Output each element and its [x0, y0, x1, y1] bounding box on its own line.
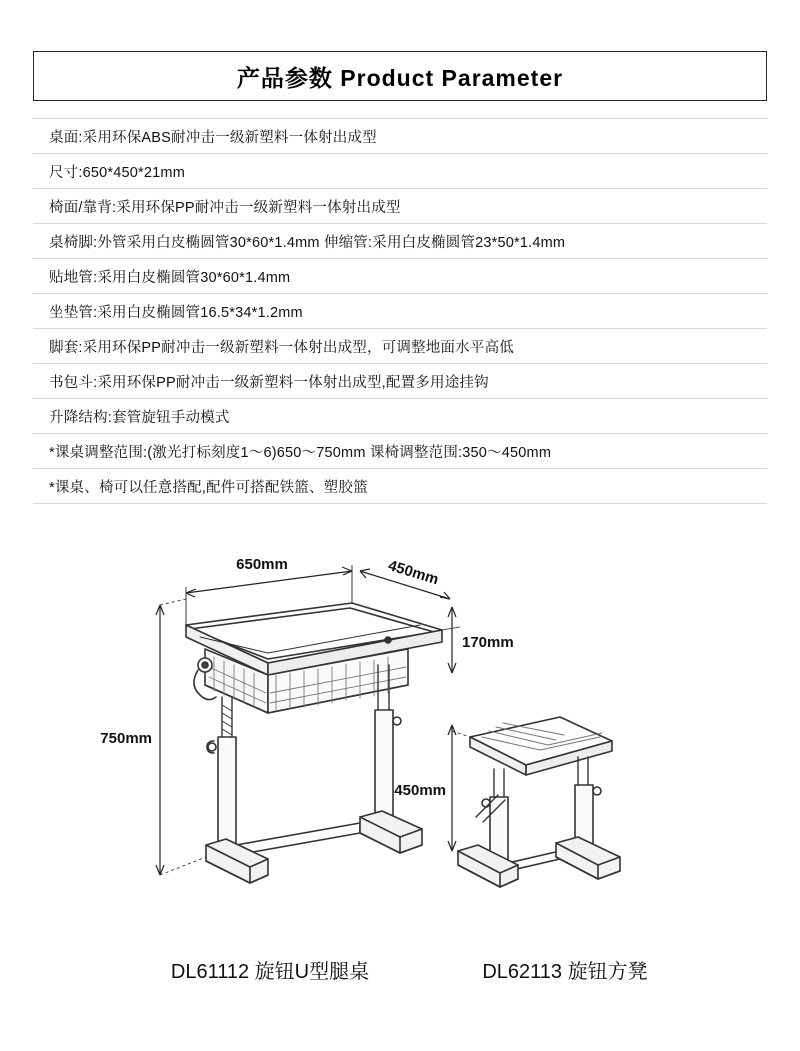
spec-text: 尺寸:650*450*21mm: [49, 164, 185, 181]
spec-text: 椅面/靠背:采用环保PP耐冲击一级新塑料一体射出成型: [49, 199, 401, 216]
dim-label-stool-offset: 170mm: [462, 634, 514, 651]
spec-text: 书包斗:采用环保PP耐冲击一级新塑料一体射出成型,配置多用途挂钩: [49, 374, 489, 391]
table-row: [33, 294, 767, 329]
spec-text: 桌椅脚:外管采用白皮椭圆管30*60*1.4mm 伸缩管:采用白皮椭圆管23*50*1.4mm: [49, 234, 566, 251]
spec-text: 坐垫管:采用白皮椭圆管16.5*34*1.2mm: [49, 304, 303, 321]
table-row: [33, 224, 767, 259]
spec-text: 贴地管:采用白皮椭圆管30*60*1.4mm: [49, 269, 291, 286]
product-line-drawing: [0, 545, 800, 975]
spec-text: *课桌、椅可以任意搭配,配件可搭配铁篮、塑胶篮: [49, 479, 368, 496]
caption-desk: DL61112 旋钮U型腿桌: [170, 961, 370, 983]
dim-label-desk-depth: 450mm: [386, 557, 441, 589]
dim-label-desk-height: 750mm: [100, 730, 152, 747]
table-row: [33, 329, 767, 364]
caption-stool: DL62113 旋钮方凳: [482, 961, 648, 983]
table-row: [33, 399, 767, 434]
table-row: [33, 259, 767, 294]
spec-text: *课桌调整范围:(激光打标刻度1～6)650～750mm 课椅调整范围:350～450mm: [49, 444, 552, 461]
page-title: 产品参数 Product Parameter: [236, 64, 564, 91]
page-title-box: [33, 51, 767, 101]
spec-text: 脚套:采用环保PP耐冲击一级新塑料一体射出成型，可调整地面水平高低: [49, 339, 514, 356]
table-row: [33, 364, 767, 399]
table-row: [33, 434, 767, 469]
spec-text: 桌面:采用环保ABS耐冲击一级新塑料一体射出成型: [49, 129, 377, 146]
table-row: [33, 154, 767, 189]
table-row: [33, 189, 767, 224]
dim-label-desk-width: 650mm: [236, 556, 288, 573]
table-row: [33, 469, 767, 504]
spec-table: [33, 118, 767, 504]
dim-label-stool-height: 450mm: [394, 782, 446, 799]
spec-text: 升降结构:套管旋钮手动模式: [49, 409, 230, 426]
table-row: [33, 119, 767, 154]
